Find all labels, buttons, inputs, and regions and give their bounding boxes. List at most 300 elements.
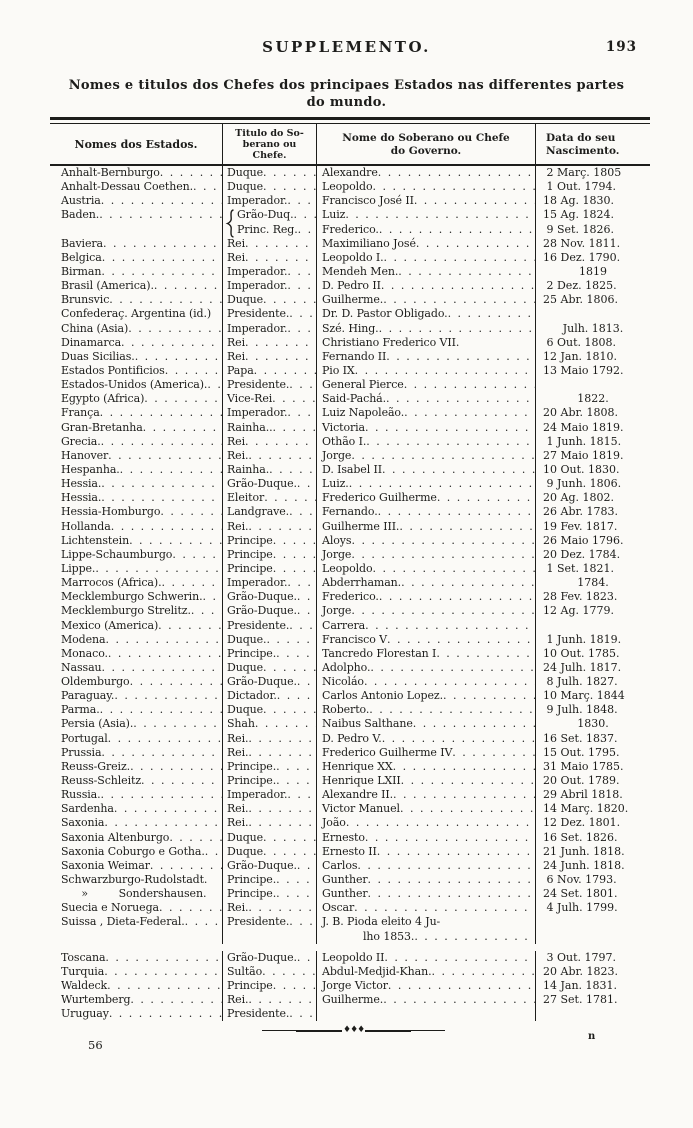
dot-leader [379,322,535,336]
table-row [50,520,650,534]
title-text: Duque [227,703,264,717]
header-line: Data do seu [546,132,616,144]
cell-state [50,491,222,505]
cell-name [316,619,535,633]
signature-number: 56 [88,1038,103,1052]
table-row [50,717,650,731]
name-text: Roberto. [322,703,370,717]
cell-name [316,223,535,237]
cell-state [50,845,222,859]
cell-birth-date: 12 Jan. 1810. [535,350,650,364]
state-text: Paraguay. [61,689,115,703]
cell-title [222,647,316,661]
table-row [50,930,650,944]
title-text: Principe [227,979,273,993]
dot-leader [248,993,316,1007]
state-text: Confederaç. Argentina (id.) [61,307,212,321]
name-text: Nicoláo [322,675,364,689]
cell-state [50,816,222,830]
dot-leader [255,717,316,731]
state-text: Persia (Asia). [61,717,134,731]
title-text: Dictador. [227,689,277,703]
page-title-line1: Nomes e titulos dos Chefes dos principaes Estados nas differentes partes [68,78,625,93]
dot-leader [297,604,316,618]
title-text: Eleitor [227,491,265,505]
table-row [50,435,650,449]
name-text: Frederico. [322,222,379,236]
dot-leader [277,689,316,703]
table-row [50,774,650,788]
state-text: Saxonia Altenburgo [61,830,170,844]
cell-state [50,166,222,180]
dot-leader [263,845,316,859]
dot-leader [130,993,222,1007]
dot-leader [102,251,222,265]
dot-leader [158,619,222,633]
name-text: Jorge [322,547,352,561]
cell-birth-date: 13 Maio 1792. [535,364,650,378]
dot-leader [452,746,535,760]
dot-leader [351,534,535,548]
cell-state [50,675,222,689]
cell-birth-date: 27 Set. 1781. [535,993,650,1007]
cell-birth-date: 1819 [535,265,650,279]
table-row [50,491,650,505]
table-row [50,901,650,915]
dot-leader [289,505,316,519]
name-text: D. Isabel II [322,462,383,476]
cell-state [50,965,222,979]
cell-name [316,491,535,505]
name-text: Alexandre II. [322,788,394,802]
table-row [50,293,650,307]
table-row [50,322,650,336]
dot-leader [245,350,316,364]
dot-leader [273,421,316,435]
name-text: Othão I. [322,434,367,448]
state-text: Sardenha [61,802,114,816]
cell-birth-date: 8 Julh. 1827. [535,675,650,689]
title-text: Rei. [227,448,249,462]
title-text: Rei. [227,745,249,759]
dot-leader [191,604,222,618]
cell-birth-date: 14 Març. 1820. [535,802,650,816]
header-title [222,124,316,166]
table-head [50,124,650,166]
header-sovereign-name [316,124,535,166]
cell-title [222,477,316,491]
dot-leader [121,336,222,350]
state-text: Anhalt-Bernburgo [61,166,160,179]
dot-leader [365,421,535,435]
dot-leader [172,548,222,562]
cell-title [222,802,316,816]
dot-leader [248,816,316,830]
dot-leader [99,208,222,222]
name-text: Leopoldo I. [322,250,384,264]
table-row [50,873,650,887]
dot-leader [393,788,535,802]
name-text: Gunther [322,887,368,901]
cell-name [316,322,535,336]
state-text: Wurtemberg [61,993,131,1007]
state-text: Oldemburgo [61,675,130,689]
name-text: Abdul-Medjid-Khan. [322,964,432,978]
dot-leader [432,965,536,979]
title-text: Grão-Duque. [227,604,297,618]
dot-leader [378,505,535,519]
cell-birth-date: 15 Out. 1795. [535,746,650,760]
dot-leader [248,520,316,534]
dot-leader [101,265,222,279]
cell-state [50,223,222,237]
cell-state [50,505,222,519]
cell-name [316,378,535,392]
cell-title [222,831,316,845]
dot-leader [100,703,222,717]
title-text: Grão-Duque. [227,477,297,491]
dot-leader [413,717,535,731]
title-text: Duque [227,180,264,194]
dot-leader [108,647,222,661]
cell-state [50,350,222,364]
cell-title [222,505,316,519]
state-text: Baden. [61,208,100,222]
table-row [50,845,650,859]
name-text: Naibus Salthane [322,717,413,731]
dot-leader [263,180,316,194]
table-row [50,661,650,675]
cell-birth-date: 24 Set. 1801. [535,887,650,901]
cell-title [222,887,316,901]
cell-name [316,845,535,859]
state-text: Lichtenstein [61,533,130,547]
cell-name [316,1007,535,1021]
state-text: Lippe. [61,561,96,575]
dot-leader [141,774,222,788]
dot-leader [245,336,316,350]
state-text: Austria [61,194,101,208]
cell-state [50,576,222,590]
header-line: Nascimento. [546,144,620,157]
state-text: Waldeck [61,979,108,993]
cell-name [316,166,535,180]
dot-leader [207,378,222,392]
name-text: Gunther [322,873,368,887]
title-text: Rei [227,236,246,250]
table-row [50,788,650,802]
dot-leader [273,562,316,576]
table-row [50,760,650,774]
name-text: Luiz. [322,477,349,491]
dot-leader [273,548,316,562]
state-text: Reuss-Schleitz [61,774,142,788]
state-text: Marrocos (Africa). [61,576,162,590]
dot-leader [263,293,316,307]
dot-leader [404,406,535,420]
cell-name [316,449,535,463]
dot-leader [130,675,222,689]
dot-leader [262,965,316,979]
table-row [50,562,650,576]
dot-leader [287,788,316,802]
cell-state [50,463,222,477]
cell-title [222,703,316,717]
name-text: Francisco José II [322,194,414,208]
cell-name [316,350,535,364]
title-text: Duque [227,844,264,858]
cell-birth-date: 16 Set. 1826. [535,831,650,845]
cell-name [316,279,535,293]
dot-leader [101,746,222,760]
dot-leader [287,279,316,293]
dot-leader [128,322,222,336]
dot-leader [372,180,535,194]
cell-birth-date: 26 Abr. 1783. [535,505,650,519]
name-text: D. Pedro II [322,279,381,293]
cell-state [50,322,222,336]
title-text: Presidente. [227,618,290,632]
page-number: 193 [605,39,637,55]
name-text: Szé. Hing. [322,321,379,335]
state-text: Reuss-Greiz. [61,759,131,773]
dot-leader [105,951,222,965]
title-text: Principe. [227,873,277,887]
cell-title [222,689,316,703]
cell-birth-date: 10 Out. 1830. [535,463,650,477]
name-text: Henrique XX [322,759,393,773]
dot-leader [248,732,316,746]
cell-name [316,392,535,406]
table-row [50,449,650,463]
title-text: Grão-Duque. [227,858,297,872]
title-text: Princ. Reg. [237,222,298,236]
state-text: Hessia-Homburgo [61,505,161,519]
dot-leader [289,1007,316,1021]
dot-leader [108,732,222,746]
dot-leader [143,421,222,435]
table-row [50,859,650,873]
title-text: Imperador. [227,321,288,335]
name-text: Luiz Napoleão. [322,406,405,420]
cell-title [222,350,316,364]
cell-birth-date: 1 Junh. 1819. [535,633,650,647]
dot-leader [297,590,316,604]
cell-birth-date: 20 Abr. 1808. [535,406,650,420]
title-text: Grão-Duque. [227,590,297,604]
cell-title [222,873,316,887]
cell-birth-date: 14 Jan. 1831. [535,979,650,993]
dot-leader [377,845,535,859]
table-row [50,732,650,746]
dot-leader [144,392,222,406]
table-row [50,915,650,929]
dot-leader [289,378,316,392]
cell-birth-date: 28 Nov. 1811. [535,237,650,251]
cell-birth-date [535,915,650,929]
cell-state [50,979,222,993]
state-text: Russia. [61,788,101,802]
cell-birth-date: 31 Maio 1785. [535,760,650,774]
cell-state [50,208,222,222]
table-row [50,746,650,760]
state-text: Egypto (Africa) [61,392,145,406]
title-text: Rei. [227,802,249,816]
name-text: Henrique LXII [322,774,401,788]
dot-leader [368,873,535,887]
state-text: Modena [61,632,106,646]
name-text: Dr. D. Pastor Obligado. [322,307,448,321]
state-text: » Sondershausen. [61,887,207,901]
table-row [50,392,650,406]
header-line: do Governo. [390,144,462,157]
cell-state [50,619,222,633]
name-text: Guilherme. [322,293,384,307]
title-text: Duque [227,293,264,307]
dot-leader [297,477,316,491]
table-row [50,166,650,180]
dot-leader [398,265,535,279]
dot-leader [287,406,316,420]
cell-name [316,788,535,802]
cell-birth-date: Julh. 1813. [535,322,650,336]
name-text: Carrera [322,618,366,632]
cell-state [50,774,222,788]
dot-leader [382,463,535,477]
table-row [50,802,650,816]
name-text: Fernando II [322,349,387,363]
cell-state [50,951,222,965]
cell-birth-date: 1822. [535,392,650,406]
title-text: Principe. [227,646,277,660]
dot-leader [101,491,222,505]
dot-leader [103,237,222,251]
dot-leader [254,364,316,378]
dot-leader [378,166,535,180]
state-text: Belgica [61,250,102,264]
dot-leader [287,265,316,279]
cell-state [50,520,222,534]
dot-leader [193,180,222,194]
state-text: Mecklemburgo Strelitz. [61,604,191,618]
state-text: Saxonia Weimar [61,858,150,872]
cell-name [316,675,535,689]
cell-title [222,732,316,746]
ornament-line-left [262,1030,296,1031]
cell-name [316,661,535,675]
name-text: Francisco V [322,632,387,646]
state-text: Lippe-Schaumburgo [61,547,173,561]
cell-name [316,930,535,944]
title-text: Imperador. [227,194,288,208]
cell-state [50,746,222,760]
dot-leader [414,194,535,208]
dot-leader [104,965,222,979]
dot-leader [387,633,535,647]
cell-state [50,421,222,435]
table-row [50,590,650,604]
title-text: Duque [227,660,264,674]
cell-title [222,774,316,788]
cell-title [222,520,316,534]
dot-leader [436,647,535,661]
dot-leader [273,979,316,993]
dot-leader [287,322,316,336]
dot-leader [369,703,535,717]
cell-state [50,689,222,703]
dot-leader [383,993,535,1007]
table-row [50,887,650,901]
cell-name [316,265,535,279]
cell-state [50,265,222,279]
dot-leader [443,689,535,703]
dot-leader [160,166,222,180]
dot-leader [263,166,316,180]
title-text: Rei [227,335,246,349]
cell-state [50,548,222,562]
cell-title [222,930,316,944]
dot-leader [101,477,222,491]
name-text: Frederico Guilherme IV [322,745,453,759]
cell-state [50,930,222,944]
cell-title [222,265,316,279]
title-text: Duque [227,830,264,844]
cell-name [316,435,535,449]
heads-of-state-table [50,117,650,1021]
cell-birth-date: 1 Junh. 1815. [535,435,650,449]
dot-leader [276,774,316,788]
cell-name [316,979,535,993]
cell-birth-date: 20 Out. 1789. [535,774,650,788]
table-row [50,979,650,993]
cell-state [50,194,222,208]
table-row [50,816,650,830]
dot-leader [388,979,535,993]
cell-state [50,180,222,194]
title-text: Papa [227,363,254,377]
title-text: Rei [227,250,246,264]
cell-birth-date: 9 Julh. 1848. [535,703,650,717]
dot-leader [111,520,222,534]
name-text: Mendeh Men. [322,264,399,278]
dot-leader [266,633,316,647]
title-text: Grão-Duque. [227,675,297,689]
cell-birth-date: 26 Maio 1796. [535,534,650,548]
state-text: Anhalt-Dessau Coethen. [61,180,194,194]
cell-state [50,251,222,265]
cell-state [50,732,222,746]
table-row [50,993,650,1007]
cell-state [50,279,222,293]
cell-state [50,647,222,661]
title-text: Imperador. [227,279,288,293]
dot-leader [399,520,535,534]
cell-name [316,562,535,576]
dot-leader [364,675,535,689]
header-birth-date [535,124,650,166]
dot-leader [368,887,535,901]
cell-name [316,717,535,731]
dot-leader [133,717,222,731]
table-row [50,406,650,420]
table-row [50,421,650,435]
dot-leader [287,194,316,208]
header-line: Nome do Soberano ou Chefe [342,132,510,144]
table-row [50,251,650,265]
table-row [50,265,650,279]
dot-leader [416,237,535,251]
dot-leader [150,859,222,873]
